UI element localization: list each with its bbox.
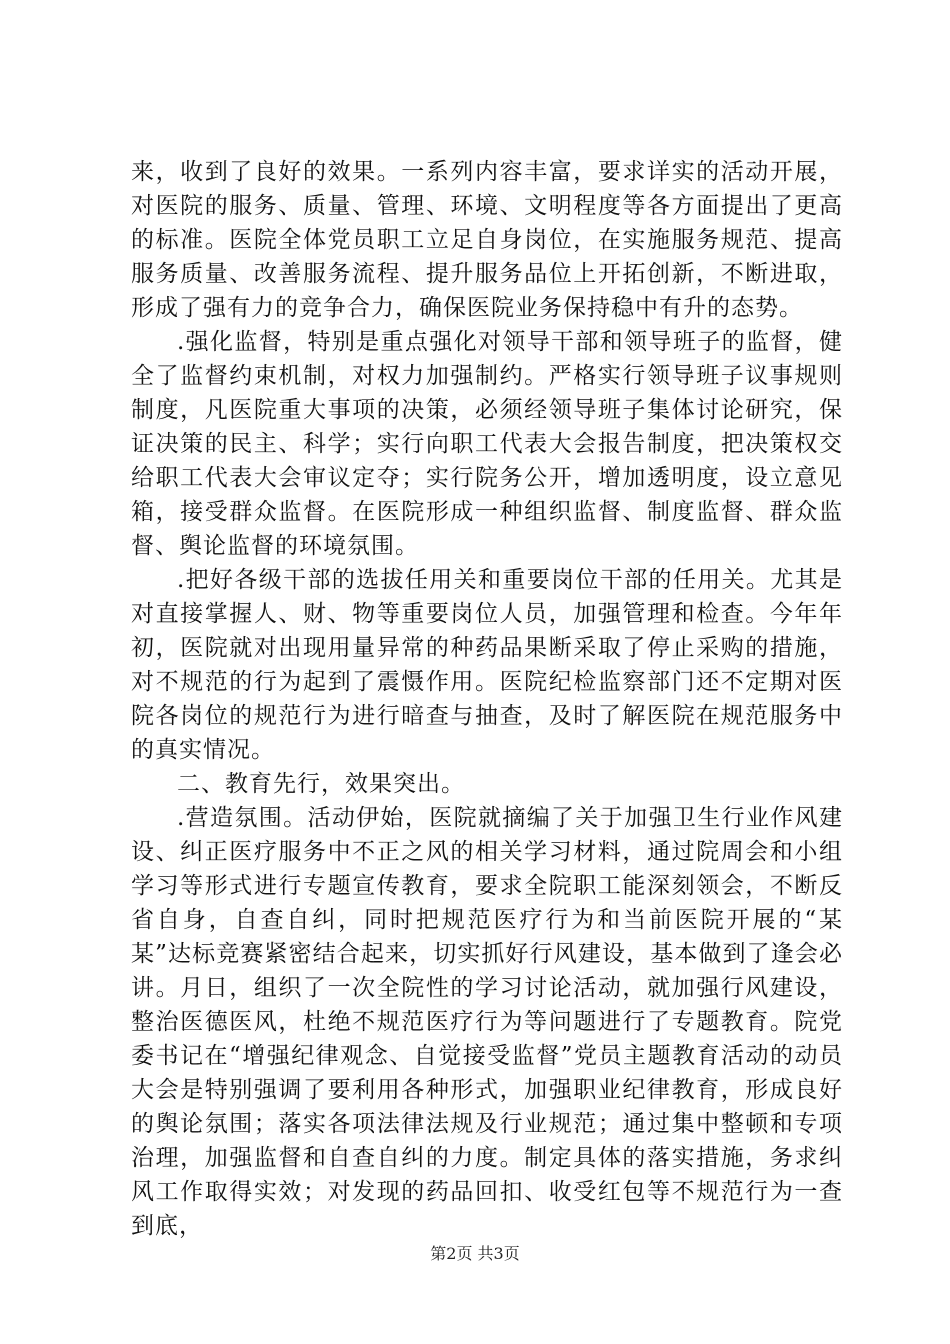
section-heading-education: 二、教育先行，效果突出。 <box>177 771 465 797</box>
paragraph-supervision: .强化监督，特别是重点强化对领导干部和领导班子的监督，健全了监督约束机制，对权力加强制约。严格实行领导班子议事规则制度，凡医院重大事项的决策，必须经领导班子集体讨论研究，保证决策的民主、科学；实行向职工代表大会报告制度，把决策权交给职工代表大会审议定夺；实行院务公开，增加透明度，设立意见箱，接受群众监督。在医院形成一种组织监督、制度监督、群众监督、舆论监督的环境氛围。 <box>131 329 843 559</box>
paragraph-continuation: 来，收到了良好的效果。一系列内容丰富，要求详实的活动开展，对医院的服务、质量、管理、环境、文明程度等各方面提出了更高的标准。医院全体党员职工立足自身岗位，在实施服务规范、提高服务质量、改善服务流程、提升服务品位上开拓创新，不断进取，形成了强有力的竞争合力，确保医院业务保持稳中有升的态势。 <box>131 159 843 321</box>
paragraph-atmosphere: .营造氛围。活动伊始，医院就摘编了关于加强卫生行业作风建设、纠正医疗服务中不正之风的相关学习材料，通过院周会和小组学习等形式进行专题宣传教育，要求全院职工能深刻领会，不断反省自身，自查自纠，同时把规范医疗行为和当前医院开展的“某某”达标竞赛紧密结合起来，切实抓好行风建设，基本做到了逢会必讲。月日，组织了一次全院性的学习讨论活动，就加强行风建设，整治医德医风，杜绝不规范医疗行为等问题进行了专题教育。院党委书记在“增强纪律观念、自觉接受监督”党员主题教育活动的动员大会是特别强调了要利用各种形式，加强职业纪律教育，形成良好的舆论氛围；落实各项法律法规及行业规范；通过集中整顿和专项治理，加强监督和自查自纠的力度。制定具体的落实措施，务求纠风工作取得实效；对发现的药品回扣、收受红包等不规范行为一查到底， <box>131 805 843 1239</box>
paragraph-cadre-selection: .把好各级干部的选拔任用关和重要岗位干部的任用关。尤其是对直接掌握人、财、物等重要岗位人员，加强管理和检查。今年年初，医院就对出现用量异常的种药品果断采取了停止采购的措施，对不规范的行为起到了震慑作用。医院纪检监察部门还不定期对医院各岗位的规范行为进行暗查与抽查，及时了解医院在规范服务中的真实情况。 <box>131 567 843 763</box>
document-body <box>131 155 843 1243</box>
page-footer: 第2页 共3页 <box>430 1244 520 1263</box>
